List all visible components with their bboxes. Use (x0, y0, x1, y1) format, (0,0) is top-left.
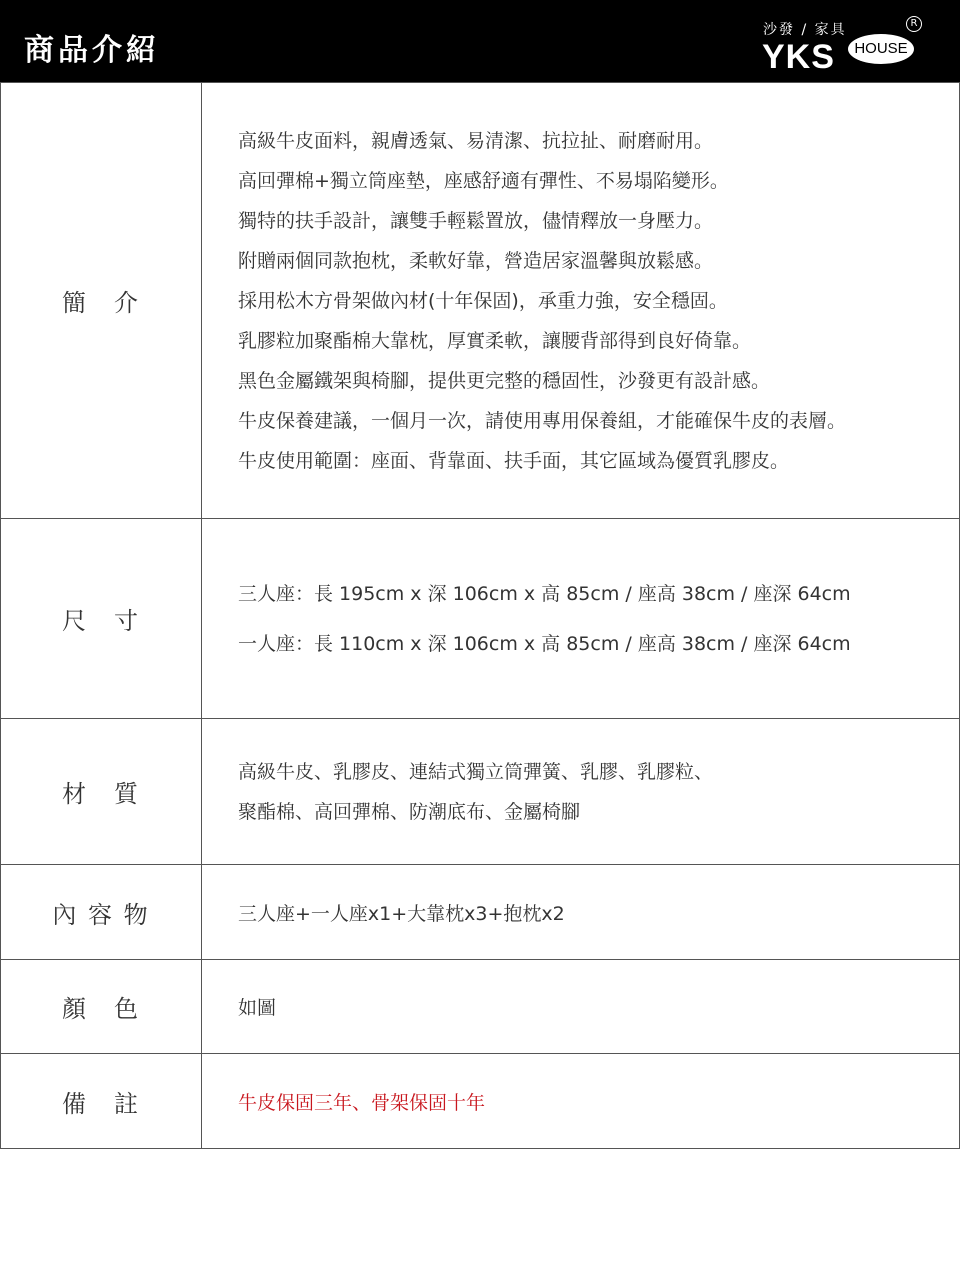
intro-line: 乳膠粒加聚酯棉大靠枕，厚實柔軟，讓腰背部得到良好倚靠。 (238, 329, 752, 352)
label-intro: 簡 介 (1, 83, 202, 519)
label-size: 尺 寸 (1, 519, 202, 719)
brand-logo (760, 14, 930, 76)
table-row-color (1, 960, 960, 1054)
size-line: 三人座：長 195cm x 深 106cm x 高 85cm / 座高 38cm / 座深 64cm (238, 582, 851, 605)
intro-line: 牛皮使用範圍：座面、背靠面、扶手面，其它區域為優質乳膠皮。 (238, 449, 790, 472)
table-row-contents (1, 865, 960, 960)
intro-line: 高回彈棉+獨立筒座墊，座感舒適有彈性、不易塌陷變形。 (238, 169, 729, 192)
table-row-note (1, 1054, 960, 1149)
intro-line: 高級牛皮面料，親膚透氣、易清潔、抗拉扯、耐磨耐用。 (238, 129, 714, 152)
material-line: 聚酯棉、高回彈棉、防潮底布、金屬椅腳 (238, 800, 581, 823)
logo-house-badge: HOUSE (848, 34, 914, 64)
size-line: 一人座：長 110cm x 深 106cm x 高 85cm / 座高 38cm / 座深 64cm (238, 632, 851, 655)
intro-line: 牛皮保養建議，一個月一次，請使用專用保養組，才能確保牛皮的表層。 (238, 409, 847, 432)
table-row-size (1, 519, 960, 719)
logo-subtitle: 沙發 / 家具 (763, 22, 847, 38)
material-line: 高級牛皮、乳膠皮、連結式獨立筒彈簧、乳膠、乳膠粒、 (238, 760, 714, 783)
label-contents: 內 容 物 (1, 865, 202, 960)
intro-line: 採用松木方骨架做內材(十年保固)，承重力強，安全穩固。 (238, 289, 728, 312)
registered-mark-icon: R (906, 16, 922, 32)
header-bar (0, 0, 960, 82)
content-intro (202, 83, 960, 519)
intro-line: 黑色金屬鐵架與椅腳，提供更完整的穩固性，沙發更有設計感。 (238, 369, 771, 392)
content-color: 如圖 (202, 960, 960, 1054)
logo-wordmark: YKS (762, 38, 835, 76)
table-row-material (1, 719, 960, 865)
content-material (202, 719, 960, 865)
label-material: 材 質 (1, 719, 202, 865)
intro-line: 附贈兩個同款抱枕，柔軟好靠，營造居家溫馨與放鬆感。 (238, 249, 714, 272)
content-note: 牛皮保固三年、骨架保固十年 (202, 1054, 960, 1149)
table-row-intro (1, 83, 960, 519)
page-title: 商品介紹 (24, 33, 160, 68)
label-note: 備 註 (1, 1054, 202, 1149)
content-contents: 三人座+一人座x1+大靠枕x3+抱枕x2 (202, 865, 960, 960)
content-size (202, 519, 960, 719)
spec-table (0, 82, 960, 1149)
intro-line: 獨特的扶手設計，讓雙手輕鬆置放，儘情釋放一身壓力。 (238, 209, 714, 232)
label-color: 顏 色 (1, 960, 202, 1054)
